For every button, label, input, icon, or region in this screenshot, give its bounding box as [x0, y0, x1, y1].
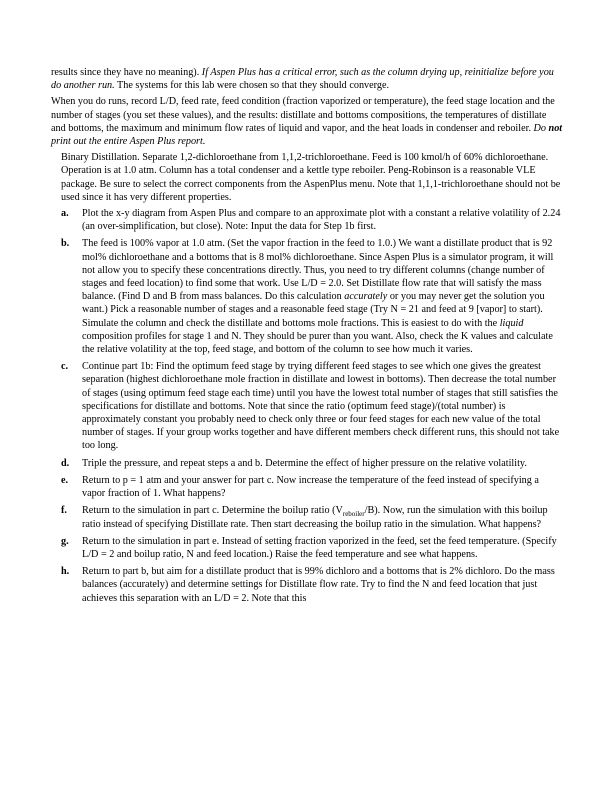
- page-content: [51, 66, 563, 609]
- item-text: The feed is 100% vapor at 1.0 atm. (Set the vapor fraction in the feed to 1.0.) We want a distillate product that is 92 mol% dichloroethane and a bottoms that is 8 mol% dichloroethane. Since Aspen Plus is a simulator program, it will not allow you to specify these concentrations directly. Thus, you need to try different columns (change number of stages and feed location) to find some that work. Use L/D = 2.0. Set Distillate flow rate that will satisfy the mass balance. (Find D and B from mass balances. Do this calculation: [82, 238, 554, 303]
- bold-italic-run: not: [548, 122, 563, 134]
- item-text: composition profiles for stage 1 and N. They should be purer than you want. Also, check the K values and calculate the relative volatility at the top, feed stage, and bottom of the column to see how much it varies.: [82, 330, 553, 356]
- intro-paragraph-1: [51, 66, 563, 92]
- item-text: Triple the pressure, and repeat steps a and b. Determine the effect of higher pressure on the relative volatility.: [82, 457, 527, 469]
- list-item-e: [61, 474, 563, 500]
- item-text: /B). Now, run the simulation with this boilup ratio instead of specifying Distillate rate. Then start decreasing the boilup ratio in the simulation. What happens?: [82, 505, 548, 530]
- item-text: Return to the simulation in part c. Determine the boilup ratio (V: [82, 505, 343, 517]
- italic-run: Do: [533, 122, 549, 134]
- italic-run: accurately: [344, 291, 388, 303]
- list-item-a: [61, 207, 563, 233]
- list-item-c: [61, 360, 563, 452]
- italic-run: If Aspen Plus has a critical error, such as the column drying up, reinitialize before you do another run.: [51, 67, 554, 92]
- italic-run: liquid: [499, 317, 524, 329]
- intro-paragraph-2: [51, 95, 563, 148]
- italic-run: print out the entire Aspen Plus report.: [51, 136, 206, 148]
- item-label: e.: [61, 474, 69, 486]
- list-item-g: [61, 535, 563, 561]
- binary-distillation-paragraph: Binary Distillation. Separate 1,2-dichloroethane from 1,1,2-trichloroethane. Feed is 100 kmol/h of 60% dichloroethane. Operation is at 1.0 atm. Column has a total condenser and a kettle type reboiler. Peng-Robinson is a reasonable VLE package. Be sure to select the correct components from the AspenPlus menu. Note that 1,1,1-trichloroethane should not be used since it has very different properties.: [61, 152, 561, 203]
- item-label: c.: [61, 361, 69, 373]
- item-text: Return to part b, but aim for a distillate product that is 99% dichloro and a bottoms that is 2% dichloro. Do the mass balances (accurately) and determine settings for Distillate flow rate. Try to find the N and feed location that just achieves this separation with an L/D = 2. Note that this: [82, 566, 555, 604]
- item-label: f.: [61, 505, 67, 517]
- item-label: a.: [61, 208, 69, 220]
- item-label: b.: [61, 238, 70, 250]
- subscript: reboiler: [342, 510, 365, 519]
- list-item-d: [61, 457, 563, 470]
- text-run: The systems for this lab were chosen so that they should converge.: [114, 80, 390, 92]
- item-label: g.: [61, 535, 69, 547]
- text-run: When you do runs, record L/D, feed rate, feed condition (fraction vaporized or temperature), the feed stage location and the number of stages (you set these values), and the results: distillate and bottoms compositions, the temperatures of distillate and bottoms, the maximum and minimum flow rates of liquid and vapor, and the heat loads in condenser and reboiler.: [51, 96, 555, 134]
- item-text: Return to the simulation in part e. Instead of setting fraction vaporized in the feed, set the feed temperature. (Specify L/D = 2 and boilup ratio, N and feed location.) Raise the feed temperature and see what happens.: [82, 535, 557, 560]
- item-text: or you may never get the solution you want.) Pick a reasonable number of stages and a reasonable feed stage (Try N = 21 and feed at 9 [vapor] to start). Simulate the column and check the distillate and bottoms mole fractions. This is easiest to do with the: [82, 291, 545, 329]
- list-item-f: [61, 504, 563, 530]
- item-text: Return to p = 1 atm and your answer for part c. Now increase the temperature of the feed instead of specifying a vapor fraction of 1. What happens?: [82, 474, 539, 500]
- item-label: d.: [61, 457, 70, 469]
- list-item-b: [61, 237, 563, 356]
- list-item-h: [61, 565, 563, 605]
- item-text: Continue part 1b: Find the optimum feed stage by trying different feed stages to see which one gives the greatest separation (highest dichloroethane mole fraction in distillate and lowest in bottoms). Then decrease the total number of stages (using optimum feed stage each time) until you have the lowest total number of stages that still satisfies the specifications for distillate and bottoms. Note that since the ratio (optimum feed stage)/(total number) is approximately constant you probably need to check only three or four feed stages for each new value of the total number of stages. If your group works together and have different members check different runs, this should not take too long.: [82, 361, 560, 452]
- item-text: Plot the x-y diagram from Aspen Plus and compare to an approximate plot with a constant a relative volatility of 2.24 (an over-simplification, but close). Note: Input the data for Step 1b first.: [82, 208, 561, 233]
- text-run: results since they have no meaning).: [51, 67, 202, 78]
- item-label: h.: [61, 566, 70, 578]
